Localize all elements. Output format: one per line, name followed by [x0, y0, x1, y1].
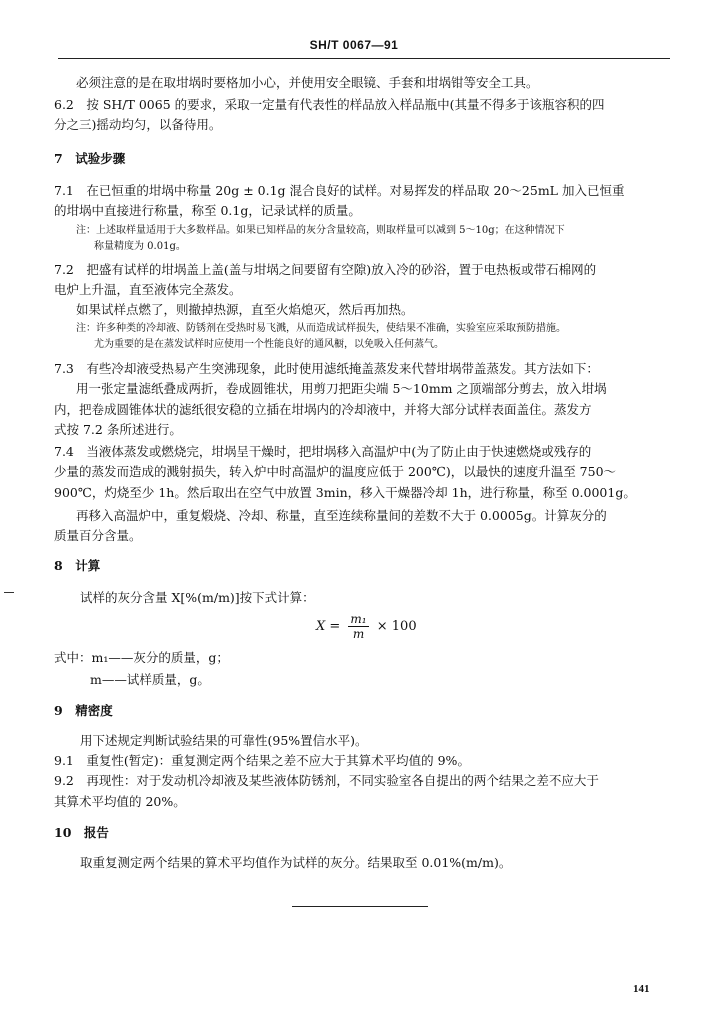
formula-fraction — [348, 612, 368, 641]
note-line: 注：许多种类的冷却液、防锈剂在受热时易飞溅，从而造成试样损失，使结果不准确，实验室应采取预防措施。 — [76, 323, 566, 334]
paragraph-line: 式按 7.2 条所述进行。 — [54, 422, 182, 437]
section-7-3: 7.3 有些冷却液受热易产生突沸现象，此时使用滤纸掩盖蒸发来代替坩埚带盖蒸发。其方法如下： — [54, 361, 599, 376]
scan-mark — [4, 592, 14, 593]
page-number: 141 — [633, 983, 650, 995]
section-6-2: 6.2 按 SH/T 0065 的要求，采取一定量有代表性的样品放入样品瓶中(其量不得多于该瓶容积的四 — [54, 97, 605, 112]
formula-rhs: × 100 — [376, 619, 417, 634]
standard-code-header: SH/T 0067—91 — [309, 38, 399, 52]
section-heading-10: 10 报告 — [54, 825, 109, 840]
paragraph-line: 必须注意的是在取坩埚时要格加小心，并使用安全眼镜、手套和坩埚钳等安全工具。 — [76, 75, 539, 90]
paragraph-line: 900℃，灼烧至少 1h。然后取出在空气中放置 3min，移入干燥器冷却 1h，进行称量，称至 0.0001g。 — [54, 485, 636, 500]
note-line: 尤为重要的是在蒸发试样时应使用一个性能良好的通风橱，以免吸入任何蒸气。 — [94, 339, 444, 350]
section-7-2: 7.2 把盛有试样的坩埚盖上盖(盖与坩埚之间要留有空隙)放入冷的砂浴，置于电热板或带石棉网的 — [54, 262, 597, 277]
end-rule — [292, 906, 428, 907]
formula-numerator: m₁ — [350, 612, 367, 626]
paragraph-line: 其算术平均值的 20%。 — [54, 794, 186, 809]
section-7-4: 7.4 当液体蒸发或燃烧完，坩埚呈干燥时，把坩埚移入高温炉中(为了防止由于快速燃烧或残存的 — [54, 444, 592, 459]
note-line: 注：上述取样量适用于大多数样品。如果已知样品的灰分含量较高，则取样量可以减到 5～10g；在这种情况下 — [76, 225, 565, 236]
paragraph-line: 电炉上升温，直至液体完全蒸发。 — [54, 282, 242, 297]
paragraph-line: 用一张定量滤纸叠成两折，卷成圆锥状，用剪刀把距尖端 5～10mm 之顶端部分剪去，放入坩埚 — [76, 381, 607, 396]
ash-content-formula — [316, 612, 417, 641]
formula-intro: 试样的灰分含量 X[%(m/m)]按下式计算： — [80, 590, 315, 605]
formula-denominator: m — [352, 627, 365, 641]
paragraph-line: 的坩埚中直接进行称量，称至 0.1g，记录试样的质量。 — [54, 203, 361, 218]
section-9-1: 9.1 重复性(暂定)：重复测定两个结果之差不应大于其算术平均值的 9%。 — [54, 753, 470, 768]
section-heading-9: 9 精密度 — [54, 703, 113, 718]
section-heading-8: 8 计算 — [54, 558, 101, 573]
paragraph-line: 如果试样点燃了，则撤掉热源，直至火焰熄灭，然后再加热。 — [76, 302, 414, 317]
section-heading-7: 7 试验步骤 — [54, 151, 126, 166]
paragraph-line: 用下述规定判断试验结果的可靠性(95%置信水平)。 — [80, 733, 368, 748]
paragraph-line: 取重复测定两个结果的算术平均值作为试样的灰分。结果取至 0.01%(m/m)。 — [80, 855, 512, 870]
section-7-1: 7.1 在已恒重的坩埚中称量 20g ± 0.1g 混合良好的试样。对易挥发的样品取 20～25mL 加入已恒重 — [54, 183, 625, 198]
paragraph-line: 再移入高温炉中，重复煅烧、冷却、称量，直至连续称量间的差数不大于 0.0005g。计算灰分的 — [76, 508, 607, 523]
section-9-2: 9.2 再现性：对于发动机冷却液及某些液体防锈剂，不同实验室各自提出的两个结果之差不应大于 — [54, 773, 599, 788]
formula-lhs: X = — [316, 619, 341, 634]
header-rule — [58, 58, 670, 59]
paragraph-line: 内，把卷成圆锥体状的滤纸很安稳的立插在坩埚内的冷却液中，并将大部分试样表面盖住。蒸发方 — [54, 402, 592, 417]
paragraph-line: 分之三)摇动均匀，以备待用。 — [54, 117, 222, 132]
variable-definition: 式中：m₁——灰分的质量，g； — [54, 650, 229, 665]
variable-definition: m——试样质量，g。 — [90, 672, 210, 687]
paragraph-line: 少量的蒸发而造成的溅射损失，转入炉中时高温炉的温度应低于 200℃)，以最快的速度升温至 750～ — [54, 464, 617, 479]
paragraph-line: 质量百分含量。 — [54, 528, 142, 543]
note-line: 称量精度为 0.01g。 — [94, 241, 186, 252]
